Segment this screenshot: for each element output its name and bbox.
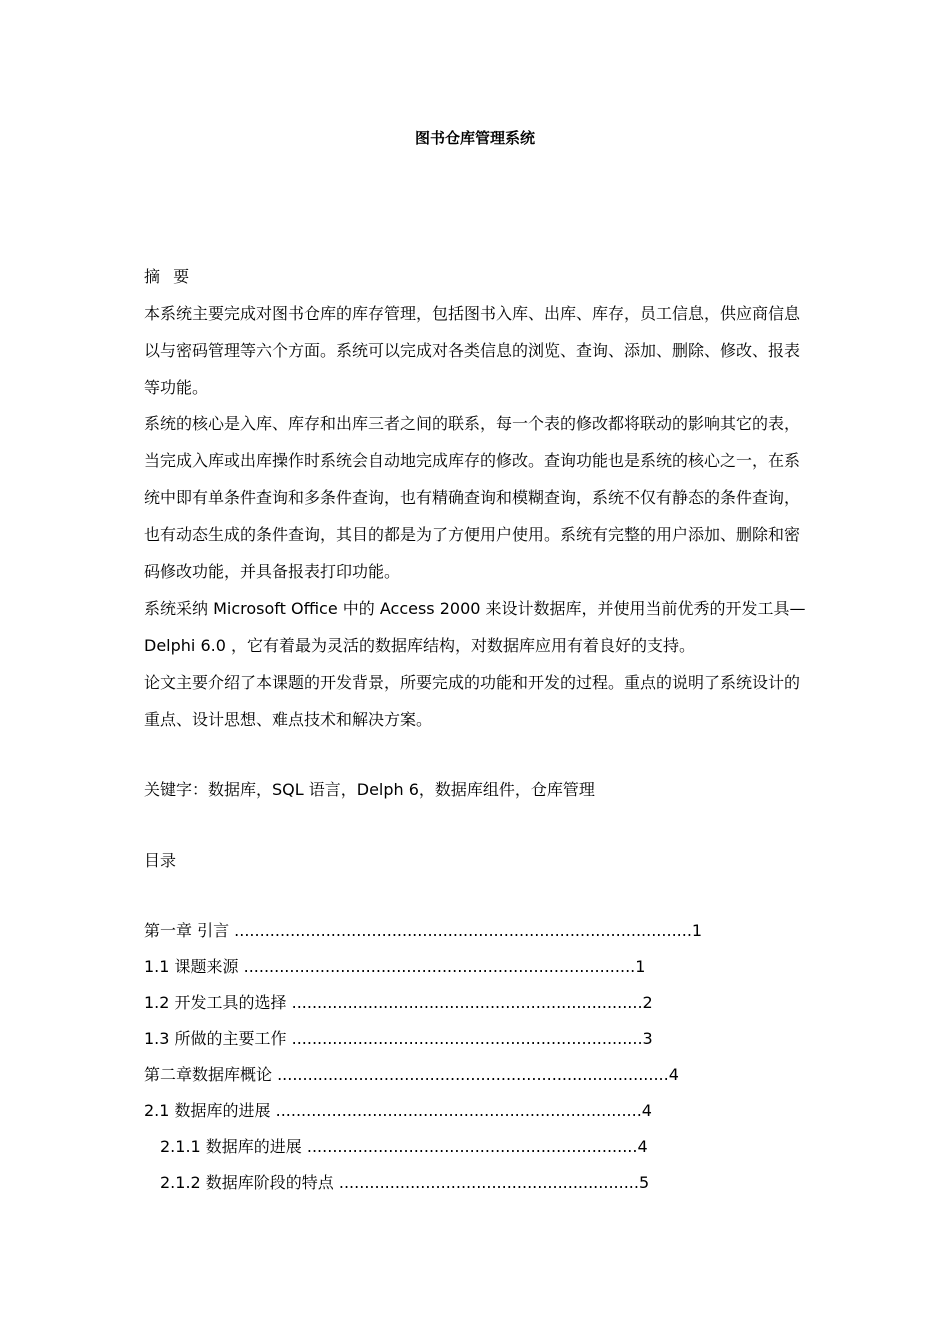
toc-entry-chapter-1[interactable]: 第一章 引言 ..........................................................................................1 <box>144 921 703 940</box>
toc-entry-1-1[interactable]: 1.1 课题来源 .............................................................................1 <box>144 957 646 976</box>
abstract-heading: 摘 要 <box>144 267 194 286</box>
toc-entry-2-1-2[interactable]: 2.1.2 数据库阶段的特点 ...........................................................5 <box>160 1173 650 1192</box>
abstract-paragraph-2: 系统的核心是入库、库存和出库三者之间的联系，每一个表的修改都将联动的影响其它的表，当完成入库或出库操作时系统会自动地完成库存的修改。查询功能也是系统的核心之一，在系统中即有单条件查询和多条件查询，也有精确查询和模糊查询，系统不仅有静态的条件查询，也有动态生成的条件查询，其目的都是为了方便用户使用。系统有完整的用户添加、删除和密码修改功能，并具备报表打印功能。 <box>144 414 801 581</box>
toc-entry-2-1[interactable]: 2.1 数据库的进展 ........................................................................4 <box>144 1101 652 1120</box>
abstract-paragraph-1: 本系统主要完成对图书仓库的库存管理，包括图书入库、出库、库存，员工信息，供应商信息以与密码管理等六个方面。系统可以完成对各类信息的浏览、查询、添加、删除、修改、报表等功能。 <box>144 304 801 397</box>
toc-entry-1-3[interactable]: 1.3 所做的主要工作 .....................................................................3 <box>144 1029 653 1048</box>
toc-entry-chapter-2[interactable]: 第二章数据库概论 .............................................................................4 <box>144 1065 679 1084</box>
toc-entry-2-1-1[interactable]: 2.1.1 数据库的进展 .................................................................4 <box>160 1137 648 1156</box>
table-of-contents <box>144 913 703 1201</box>
abstract-paragraph-3: 系统采纳 Microsoft Office 中的 Access 2000 来设计数据库，并使用当前优秀的开发工具—Delphi 6.0 ，它有着最为灵活的数据库结构，对数据库应用有着良好的支持。 <box>144 599 806 655</box>
toc-entry-1-2[interactable]: 1.2 开发工具的选择 .....................................................................2 <box>144 993 653 1012</box>
keywords-line: 关键字：数据库，SQL 语言，Delph 6，数据库组件，仓库管理 <box>144 780 595 799</box>
toc-heading: 目录 <box>144 851 177 870</box>
abstract-paragraph-4: 论文主要介绍了本课题的开发背景，所要完成的功能和开发的过程。重点的说明了系统设计的重点、设计思想、难点技术和解决方案。 <box>144 673 801 729</box>
document-title: 图书仓库管理系统 <box>414 129 535 147</box>
